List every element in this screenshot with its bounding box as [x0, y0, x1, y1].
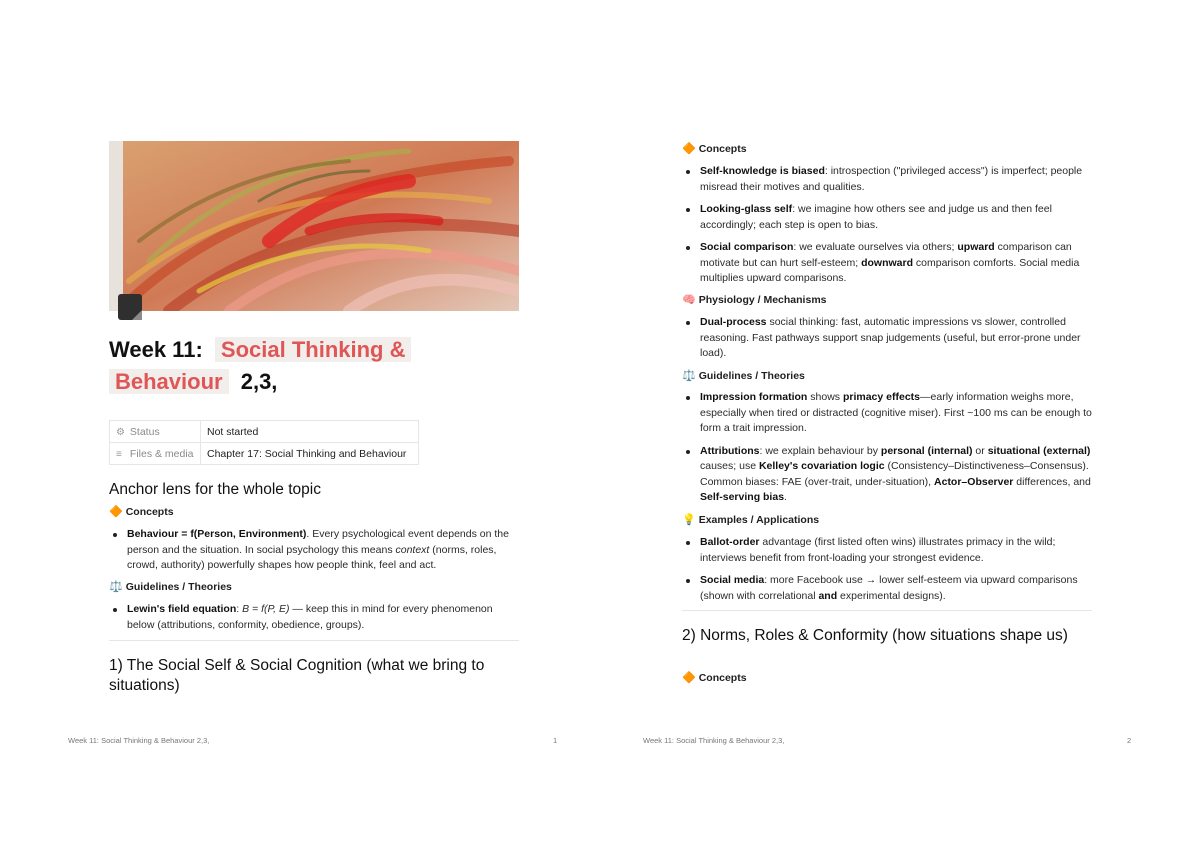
page-title — [109, 334, 529, 398]
guidelines-list — [109, 602, 519, 640]
property-row-files[interactable] — [110, 443, 419, 465]
cover-image — [109, 141, 519, 311]
list-item: Attributions: we explain behaviour by personal (internal) or situational (external) causes; use Kelley's covariation logic (Consistency–Distinctiveness–Consensus). Common biases: FAE (over-trait, under-situation), Actor–Observer differences, and Self-serving bias. — [682, 444, 1094, 506]
footer-page-number: 1 — [553, 736, 558, 745]
footer-page-number: 2 — [1127, 736, 1132, 745]
divider — [682, 610, 1092, 611]
concepts-list — [682, 164, 1094, 294]
divider — [109, 640, 519, 641]
title-lead: Week 11: — [109, 337, 203, 362]
footer-left: Week 11: Social Thinking & Behaviour 2,3, — [68, 736, 210, 745]
list-item: Impression formation shows primacy effects—early information weighs more, especially when tired or distracted (cognitive miser). First ~100 ms can be enough to form a trait impression. — [682, 390, 1094, 437]
diamond-icon: 🔶 — [682, 143, 696, 155]
list-item: Behaviour = f(Person, Environment). Every psychological event depends on the person and the situation. In social psychology this means context (norms, roles, crowd, authority) powerfully shapes how people think, feel and act. — [109, 527, 519, 574]
physiology-list — [682, 315, 1094, 369]
guidelines-section-label: ⚖️ Guidelines / Theories — [682, 369, 805, 382]
examples-section-label: 💡 Examples / Applications — [682, 513, 820, 526]
section2-heading: 2) Norms, Roles & Conformity (how situations shape us) — [682, 627, 1068, 644]
list-item: Ballot-order advantage (first listed often wins) illustrates primacy in the wild; interviews benefit from front-loading your strongest evidence. — [682, 535, 1094, 566]
physiology-section-label: 🧠 Physiology / Mechanisms — [682, 293, 827, 306]
footer-left: Week 11: Social Thinking & Behaviour 2,3, — [643, 736, 785, 745]
concepts-section-label: 🔶 Concepts — [109, 505, 174, 518]
list-item: Looking-glass self: we imagine how others see and judge us and then feel accordingly; each step is open to bias. — [682, 202, 1094, 233]
brain-icon: 🧠 — [682, 294, 696, 306]
concepts2-section-label: 🔶 Concepts — [682, 671, 747, 684]
lightbulb-icon: 💡 — [682, 514, 696, 526]
property-key: Status — [129, 425, 160, 438]
list-item: Social media: more Facebook use → lower self-esteem via upward comparisons (shown with correlational and experimental designs). — [682, 573, 1094, 604]
concepts-list — [109, 527, 519, 581]
list-item: Dual-process social thinking: fast, automatic impressions vs slower, controlled reasoning. Fast pathways support snap judgements (useful, but error-prone under load). — [682, 315, 1094, 362]
diamond-icon: 🔶 — [682, 672, 696, 684]
guidelines-section-label: ⚖️ Guidelines / Theories — [109, 580, 232, 593]
title-highlight-line2: Behaviour — [109, 369, 229, 394]
scales-icon: ⚖️ — [109, 581, 123, 593]
title-tail: 2,3, — [240, 369, 278, 394]
list-item: Self-knowledge is biased: introspection ("privileged access") is imperfect; people misread their motives and qualities. — [682, 164, 1094, 195]
status-value[interactable]: Not started — [201, 421, 419, 443]
files-value[interactable]: Chapter 17: Social Thinking and Behaviour — [201, 443, 419, 465]
list-icon: ≡ — [116, 448, 122, 460]
guidelines-list — [682, 390, 1094, 513]
scales-icon: ⚖️ — [682, 370, 696, 382]
list-item: Lewin's field equation: B = f(P, E) — keep this in mind for every phenomenon below (attributions, conformity, obedience, groups). — [109, 602, 519, 633]
concepts-section-label: 🔶 Concepts — [682, 142, 747, 155]
section1-heading: 1) The Social Self & Social Cognition (what we bring to situations) — [109, 657, 485, 694]
title-highlight-line1: Social Thinking & — [215, 337, 412, 362]
page-2 — [600, 0, 1200, 849]
property-key: Files & media — [129, 447, 194, 460]
gear-icon: ⚙ — [116, 426, 125, 438]
list-item: Social comparison: we evaluate ourselves via others; upward comparison can motivate but can hurt self-esteem; downward comparison comforts. Social media multiplies upward comparisons. — [682, 240, 1094, 287]
examples-list — [682, 535, 1094, 611]
property-row-status[interactable] — [110, 421, 419, 443]
diamond-icon: 🔶 — [109, 506, 123, 518]
properties-table — [109, 420, 419, 465]
anchor-heading: Anchor lens for the whole topic — [109, 481, 321, 498]
page-icon — [117, 293, 143, 321]
